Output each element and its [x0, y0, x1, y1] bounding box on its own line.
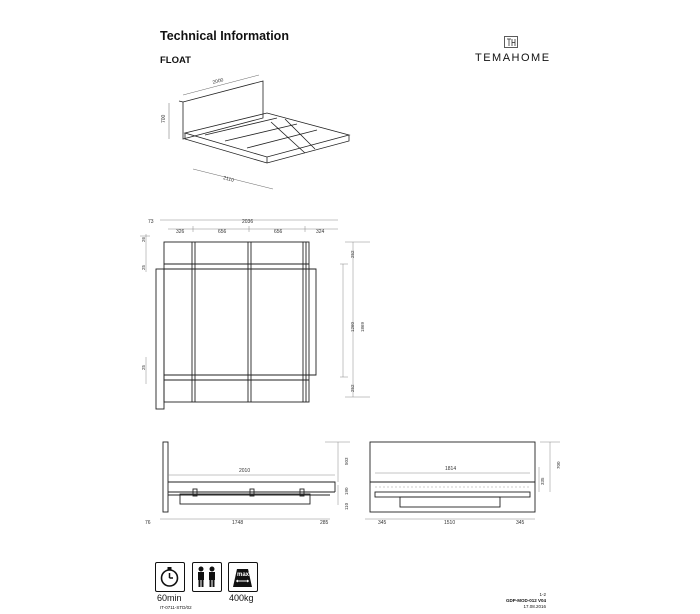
top-dim-left-1: 26: [141, 236, 146, 242]
side-dim-offset: 76: [145, 520, 151, 526]
max-load-label: 400kg: [229, 593, 254, 603]
top-dim-offset: 73: [148, 219, 154, 225]
doc-date: 17.08.2016: [523, 604, 546, 609]
front-dim-right: 345: [516, 520, 525, 526]
iso-dim-height: 700: [161, 114, 167, 123]
page-title: Technical Information: [160, 29, 289, 43]
side-dim-110: 110: [344, 502, 349, 510]
iso-dim-width: 2110: [222, 175, 235, 184]
iso-dim-length: 2000: [211, 77, 225, 86]
front-view-drawing: [360, 437, 560, 532]
brand-logo-icon: [504, 36, 518, 48]
item-code: IT-0711-STD/02: [160, 605, 192, 610]
front-dim-center: 1510: [444, 520, 456, 526]
assembly-time-label: 60min: [157, 593, 182, 603]
brand-name: TEMAHOME: [475, 52, 551, 64]
top-dim-right-4: 252: [350, 384, 355, 392]
top-dim-right-1: 252: [350, 250, 355, 258]
product-name: FLOAT: [160, 55, 191, 66]
side-dim-center: 1748: [232, 520, 244, 526]
front-dim-left: 345: [378, 520, 387, 526]
two-persons-icon: [192, 562, 222, 592]
stopwatch-icon: [155, 562, 185, 592]
front-dim-width: 1814: [445, 466, 457, 472]
weight-load-icon: [228, 562, 258, 592]
top-view-drawing: [140, 212, 365, 412]
page-number: 1-2: [539, 592, 546, 597]
isometric-view-drawing: [155, 75, 370, 195]
max-load-badge: max.: [237, 572, 251, 578]
side-dim-end: 285: [320, 520, 329, 526]
front-dim-335: 335: [540, 477, 545, 485]
side-dim-height: 503: [344, 457, 349, 465]
top-dim-seg-1: 326: [176, 229, 185, 235]
top-dim-left-3: 25: [141, 364, 146, 370]
doc-code: GDP-MOD-012 V04: [505, 598, 546, 603]
top-dim-seg-3: 656: [274, 229, 283, 235]
top-dim-seg-4: 324: [316, 229, 325, 235]
top-dim-left-2: 25: [141, 264, 146, 270]
side-view-drawing: [140, 437, 350, 532]
side-dim-190: 190: [344, 487, 349, 495]
top-dim-right-3: 1869: [360, 321, 365, 332]
top-dim-overall: 2036: [242, 219, 254, 225]
side-dim-inner: 2010: [239, 468, 251, 474]
top-dim-right-2: 1260: [350, 321, 355, 332]
front-dim-height: 700: [556, 461, 561, 469]
top-dim-seg-2: 656: [218, 229, 227, 235]
